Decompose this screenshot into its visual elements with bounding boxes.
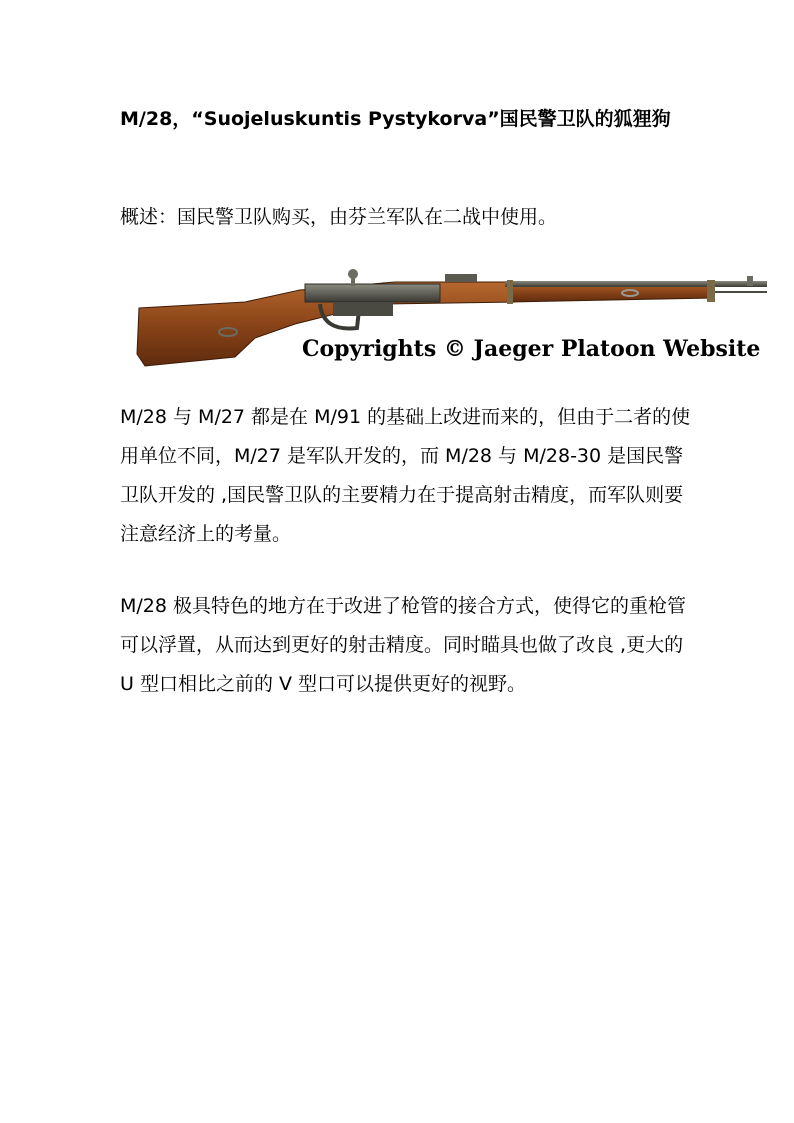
- summary-paragraph: 概述：国民警卫队购买，由芬兰军队在二战中使用。: [120, 206, 558, 228]
- body-paragraph-2: M/28 极具特色的地方在于改进了枪管的接合方式，使得它的重枪管可以浮置，从而达到更好的射击精度。同时瞄具也做了改良 ,更大的 U 型口相比之前的 V 型口可以提供更好的视野。: [120, 595, 687, 695]
- body-paragraph-1: M/28 与 M/27 都是在 M/91 的基础上改进而来的，但由于二者的使用单位不同，M/27 是军队开发的，而 M/28 与 M/28-30 是国民警卫队开发的 ,国民警卫队的主要精力在于提高射击精度，而军队则要注意经济上的考量。: [120, 406, 691, 545]
- document-title: M/28，“Suojeluskuntis Pystykorva”国民警卫队的狐狸狗: [120, 108, 671, 130]
- image-watermark: Copyrights © Jaeger Platoon Website: [302, 336, 761, 362]
